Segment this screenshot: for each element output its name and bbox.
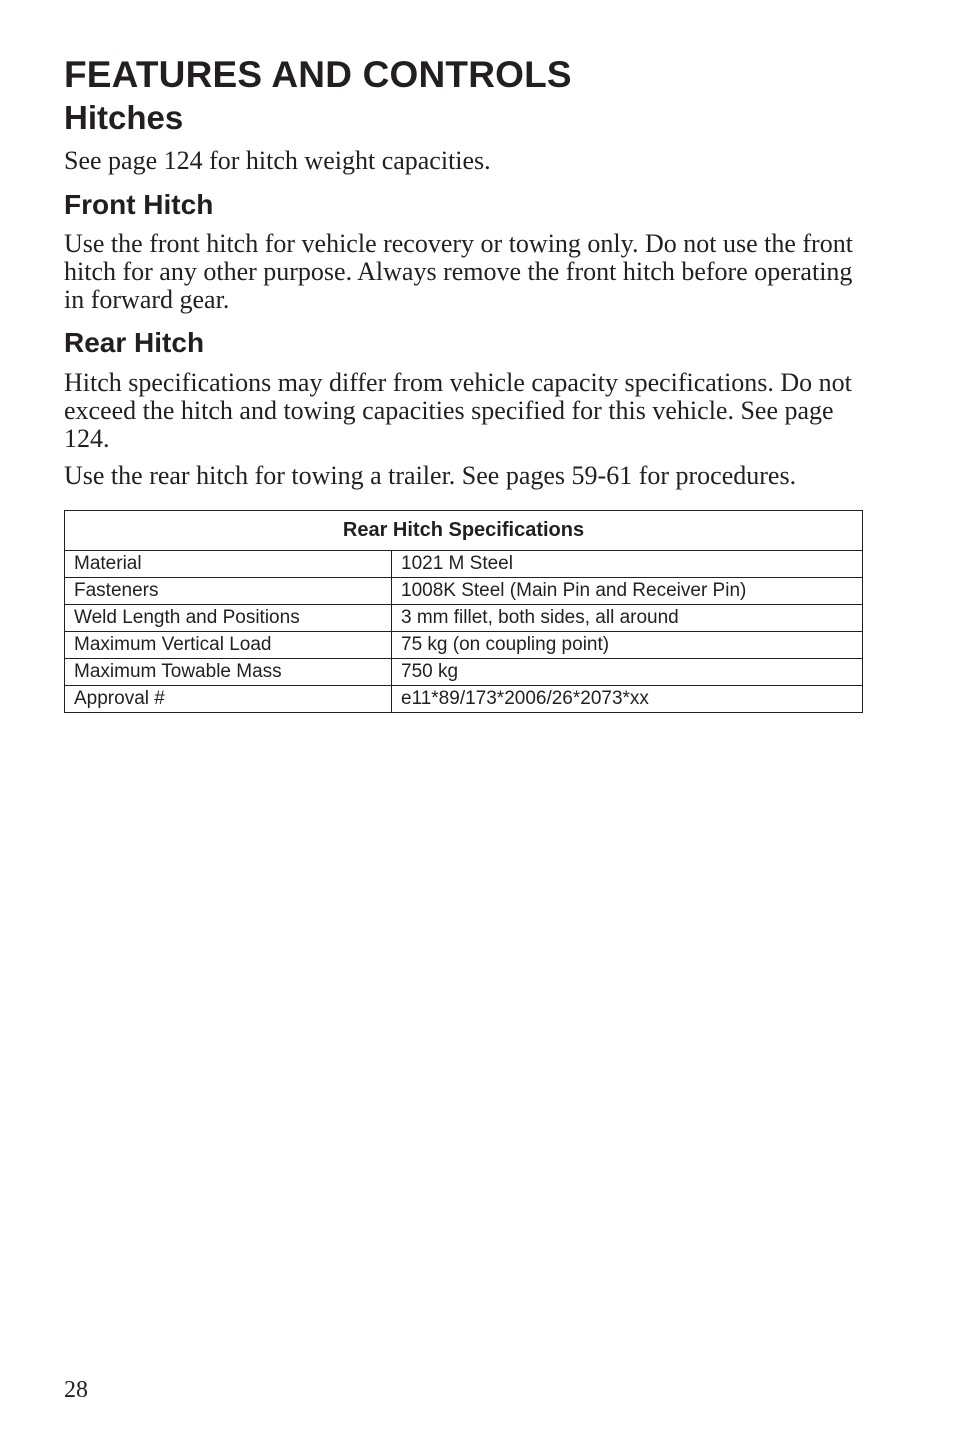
intro-paragraph: See page 124 for hitch weight capacities.: [64, 146, 491, 175]
spec-value: 1021 M Steel: [392, 551, 863, 578]
table-row: [65, 632, 863, 659]
section-title: Hitches: [64, 99, 184, 136]
table-row: [65, 659, 863, 686]
rear-hitch-paragraph-2: Use the rear hitch for towing a trailer. See pages 59-61 for procedures.: [64, 461, 797, 490]
table-row: [65, 578, 863, 605]
chapter-title: FEATURES AND CONTROLS: [64, 54, 572, 95]
spec-label: Approval #: [65, 686, 392, 713]
spec-label: Maximum Vertical Load: [65, 632, 392, 659]
spec-label: Weld Length and Positions: [65, 605, 392, 632]
spec-value: 3 mm fillet, both sides, all around: [392, 605, 863, 632]
front-hitch-paragraph: Use the front hitch for vehicle recovery or towing only. Do not use the front hitch for any other purpose. Always remove the front hitch before operating in forward gear.: [64, 229, 853, 314]
page-number: 28: [64, 1377, 88, 1403]
spec-label: Maximum Towable Mass: [65, 659, 392, 686]
rear-hitch-paragraph-1: Hitch specifications may differ from vehicle capacity specifications. Do not exceed the hitch and towing capacities specified for this vehicle. See page 124.: [64, 368, 852, 453]
spec-table-header-row: [65, 511, 863, 551]
spec-table-title: Rear Hitch Specifications: [65, 511, 863, 551]
spec-label: Fasteners: [65, 578, 392, 605]
front-hitch-heading: Front Hitch: [64, 189, 214, 220]
spec-label: Material: [65, 551, 392, 578]
spec-value: e11*89/173*2006/26*2073*xx: [392, 686, 863, 713]
rear-hitch-heading: Rear Hitch: [64, 327, 205, 358]
rear-hitch-spec-table: [64, 510, 863, 713]
spec-value: 750 kg: [392, 659, 863, 686]
table-row: [65, 605, 863, 632]
table-row: [65, 686, 863, 713]
spec-value: 75 kg (on coupling point): [392, 632, 863, 659]
spec-value: 1008K Steel (Main Pin and Receiver Pin): [392, 578, 863, 605]
table-row: [65, 551, 863, 578]
